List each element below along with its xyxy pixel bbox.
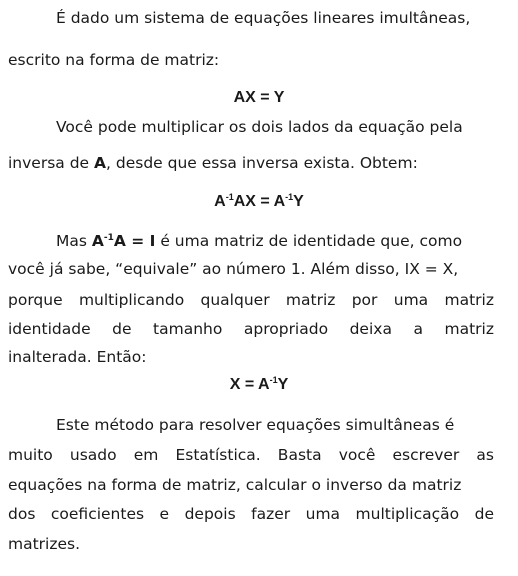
para2-line1: Você pode multiplicar os dois lados da equação pela [56,118,463,136]
equation-inverse-both-sides: $A^{-1}AX = A^{-1}Y$ [214,192,304,210]
para3-line4: identidade de tamanho apropriado deixa a matriz [8,320,494,338]
para3-line3: porque multiplicando qualquer matriz por uma matriz [8,291,494,309]
para4-line4: dos coeficientes e depois fazer uma multiplicação de [8,505,494,523]
para1-line1: É dado um sistema de equações lineares imultâneas, [56,9,471,27]
para3-line1: Mas $A^{-1}A = I$ é uma matriz de identidade que, como [56,232,463,250]
equation-ax-y: AX = Y [233,89,285,106]
equation-solution: $X = A^{-1}Y$ [229,375,289,393]
para3-line5: inalterada. Então: [8,348,147,366]
para1-line2: escrito na forma de matriz: [8,51,220,69]
para4-line1: Este método para resolver equações simultâneas é [56,416,455,434]
para3-line2: você já sabe, “equivale” ao número 1. Além disso, IX = X, [8,260,459,278]
para4-line5: matrizes. [8,535,81,553]
para4-line2: muito usado em Estatística. Basta você escrever as [8,446,494,464]
para2-line2: inversa de A, desde que essa inversa exista. Obtem: [8,154,418,172]
para4-line3: equações na forma de matriz, calcular o inverso da matriz [8,476,462,494]
